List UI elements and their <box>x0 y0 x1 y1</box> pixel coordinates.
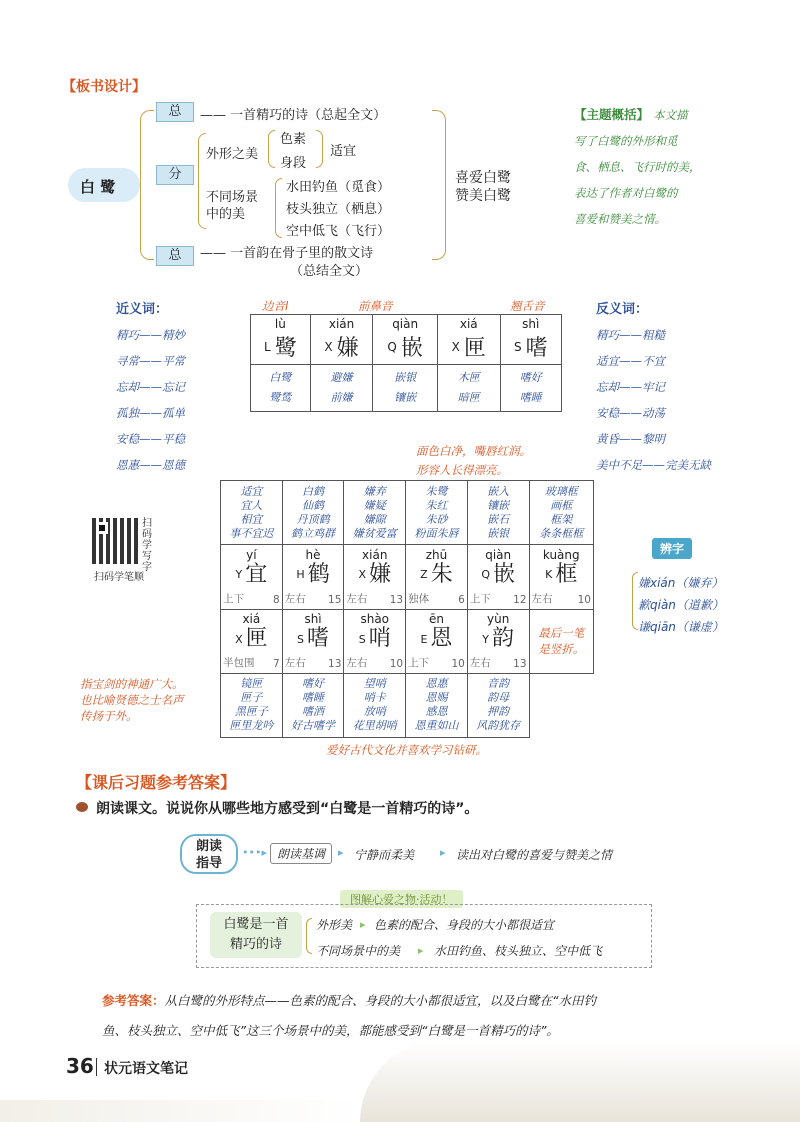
word-item: 恩惠 <box>425 677 448 691</box>
char-cell-inner <box>344 546 405 608</box>
bianzi-title: 辨字 <box>652 538 692 559</box>
vocab-words-cell <box>251 365 311 412</box>
guide-text-2: 指导 <box>195 856 222 871</box>
word-group-cell <box>221 673 283 737</box>
note-xiali-2: 也比喻贤德之士名声 <box>80 693 184 707</box>
char-cell <box>344 545 406 609</box>
char-initial: X <box>324 339 333 354</box>
cj-value: 水田钓鱼、枝头独立、空中低飞 <box>434 944 603 958</box>
word-item: 相宜 <box>240 512 263 526</box>
vocab-word: 鹭鸶 <box>269 391 292 404</box>
theme-text-1: 本文描 <box>653 108 688 122</box>
char-cell-inner <box>221 610 282 672</box>
bottom-band <box>0 1100 360 1122</box>
char-hanzi: 恩 <box>430 626 453 652</box>
synonyms-item: 恩惠——恩德 <box>116 458 185 472</box>
vocab-word: 前嫌 <box>330 391 353 404</box>
reference-label: 参考答案： <box>102 993 165 1008</box>
char-row <box>283 626 344 652</box>
stroke-count: 10 <box>577 593 591 606</box>
char-pinyin: xiá <box>242 612 261 627</box>
theme-line-1 <box>574 102 754 128</box>
word-item: 押韵 <box>487 705 510 719</box>
cj-arrow-icon: ▸ <box>418 944 424 957</box>
char-row <box>221 626 282 652</box>
antonyms-item: 忘却——牢记 <box>596 380 665 394</box>
theme-block <box>574 102 754 232</box>
note-bianyin: 边音l <box>262 299 289 313</box>
char-cell-inner <box>530 546 593 608</box>
char-initial: S <box>297 632 305 646</box>
poem-text-2: 精巧的诗 <box>229 937 282 952</box>
wx-arrow-icon: ▸ <box>360 918 366 931</box>
word-item: 匣里龙吟 <box>229 719 274 733</box>
board-design-header: 【板书设计】 <box>62 79 146 95</box>
char-initial: S <box>513 339 522 354</box>
word-group-cell <box>344 481 406 545</box>
arrow-icon-2: ▸ <box>440 846 446 859</box>
word-group-cell <box>282 481 344 545</box>
waixing-label: 外形之美 <box>206 147 259 162</box>
word-item: 哨卡 <box>363 691 386 705</box>
char-pinyin: lù <box>274 317 286 331</box>
word-group-cell <box>344 673 406 737</box>
word-item: 朱红 <box>425 498 448 512</box>
bianzi-list <box>638 572 724 638</box>
char-cell-inner <box>283 546 344 608</box>
structure-label: 左右 <box>284 657 306 670</box>
char-row <box>251 331 310 362</box>
synonyms-item: 精巧——精妙 <box>116 328 185 342</box>
stroke-count: 6 <box>458 593 465 606</box>
char-hanzi: 哨 <box>368 626 391 652</box>
char-cell <box>221 545 283 609</box>
theme-text-5: 喜爱和赞美之情。 <box>574 212 666 226</box>
summary-line: —— 一首韵在骨子里的散文诗 <box>200 246 374 261</box>
char-hanzi: 匣 <box>245 626 268 652</box>
char-row <box>501 331 561 362</box>
theme-text-3: 食、栖息、飞行时的美， <box>574 160 701 174</box>
char-pinyin: qiàn <box>392 317 419 331</box>
antonyms-item: 精巧——粗糙 <box>596 328 665 342</box>
right-text-2: 赞美白鹭 <box>455 188 511 204</box>
guide-text-1: 朗读 <box>195 839 222 854</box>
word-item: 嫌疑 <box>363 498 386 512</box>
char-row <box>438 331 500 362</box>
tone-value: 宁静而柔美 <box>354 848 415 862</box>
scene-3: 空中低飞（飞行） <box>286 224 391 239</box>
char-hanzi: 嗜 <box>307 626 330 652</box>
word-group-cell <box>467 673 529 737</box>
note-xingrong: 形容人长得漂亮。 <box>416 463 508 477</box>
scene-1: 水田钓鱼（觅食） <box>286 180 391 195</box>
char-pinyin: yí <box>246 547 257 562</box>
word-item: 望哨 <box>363 677 386 691</box>
word-item: 适宜 <box>240 484 263 498</box>
vocab-word: 木匣 <box>457 371 480 384</box>
char-initial: K <box>545 568 553 582</box>
char-initial: Q <box>481 568 490 582</box>
word-group-cell <box>406 673 468 737</box>
theme-label: 【主题概括】 <box>574 107 650 122</box>
word-item: 朱鹭 <box>425 484 448 498</box>
char-pinyin: hè <box>305 547 321 562</box>
char-row <box>373 331 437 362</box>
right-brace <box>432 110 446 260</box>
char-initial: Y <box>235 568 243 582</box>
vocab-word: 白鹭 <box>269 371 292 384</box>
note-haogu: 爱好古代文化并喜欢学习钻研。 <box>326 743 487 757</box>
char-cell-inner <box>406 546 467 608</box>
vocab-word: 嗜睡 <box>519 391 542 404</box>
char-row <box>344 626 405 652</box>
word-item: 嗜睡 <box>302 691 325 705</box>
antonym-list <box>596 322 711 478</box>
word-group-cell <box>282 673 344 737</box>
vocab-words-cell <box>373 365 438 412</box>
word-item: 鹤立鸡群 <box>291 526 336 540</box>
char-cell <box>221 609 283 673</box>
vocab-char-cell <box>373 315 438 365</box>
synonym-list <box>116 322 185 478</box>
center-title: 白 鹭 <box>80 178 116 196</box>
cj-label: 不同场景中的美 <box>316 944 401 958</box>
stroke-count: 10 <box>451 658 465 671</box>
char-row <box>468 562 529 588</box>
word-group-cell <box>406 481 468 545</box>
word-item: 好古嗜学 <box>291 719 336 733</box>
char-row <box>344 562 405 588</box>
structure-label: 上下 <box>469 592 491 605</box>
last-stroke-note: 最后一笔 <box>538 626 585 641</box>
waixing-brace-right <box>316 130 323 168</box>
char-row <box>468 626 529 652</box>
note-qiaoshe: 翘舌音 <box>510 299 545 313</box>
word-item: 匣子 <box>240 691 263 705</box>
stroke-count: 15 <box>328 593 342 606</box>
word-item: 恩重如山 <box>414 719 459 733</box>
note-xiali-1: 指宝剑的神通广大。 <box>80 677 184 691</box>
word-item: 韵母 <box>487 691 510 705</box>
wx-value: 色素的配合、身段的大小都很适宜 <box>374 918 555 932</box>
bianzi-item-2: 歉qiàn（道歉） <box>638 598 724 612</box>
synonyms-item: 忘却——忘记 <box>116 380 185 394</box>
structure-label: 左右 <box>531 592 553 605</box>
waixing-brace <box>268 130 275 168</box>
butong-label-2: 中的美 <box>206 207 246 222</box>
summary-sub: （总结全文） <box>290 264 369 279</box>
book-title: 状元语文笔记 <box>104 1061 188 1077</box>
node-fen: 分 <box>156 165 194 185</box>
guide-badge <box>180 834 238 874</box>
word-item: 宜人 <box>240 498 263 512</box>
word-item: 放哨 <box>363 705 386 719</box>
char-hanzi: 韵 <box>492 626 515 652</box>
char-row <box>406 626 467 652</box>
vocab-words-cell <box>310 365 373 412</box>
char-cell <box>406 545 468 609</box>
page-number: 36 <box>66 1054 94 1078</box>
word-item: 嫌弃 <box>363 484 386 498</box>
note-mianse: 面色白净，嘴唇红润。 <box>416 444 531 458</box>
main-brace <box>140 110 154 260</box>
summary-text: 一首韵在骨子里的散文诗 <box>230 246 374 261</box>
word-item: 事不宜迟 <box>229 526 274 540</box>
word-item: 嫌贫爱富 <box>352 526 397 540</box>
char-cell-inner <box>221 546 282 608</box>
word-item: 嗜酒 <box>302 705 325 719</box>
stroke-count: 13 <box>513 658 527 671</box>
word-group-cell <box>221 481 283 545</box>
char-hanzi: 嵌 <box>400 336 423 361</box>
poem-brace <box>306 918 312 954</box>
char-cell <box>529 609 593 673</box>
stroke-count: 7 <box>273 658 280 671</box>
char-hanzi: 鹭 <box>274 336 297 361</box>
char-pinyin: shì <box>522 317 540 331</box>
theme-text-4: 表达了作者对白鹭的 <box>574 186 678 200</box>
word-item: 嵌石 <box>487 512 510 526</box>
stroke-count: 8 <box>273 593 280 606</box>
synonyms-item: 安稳——平稳 <box>116 432 185 446</box>
char-initial: Y <box>482 632 490 646</box>
stroke-count: 12 <box>513 593 527 606</box>
node-zong-bottom: 总 <box>156 246 194 266</box>
structure-label: 左右 <box>469 657 491 670</box>
char-hanzi: 匣 <box>463 336 486 361</box>
char-hanzi: 嫌 <box>369 561 392 587</box>
vocab-words-cell <box>438 365 501 412</box>
char-initial: X <box>451 339 460 354</box>
ink-landscape <box>360 1040 800 1122</box>
vocab-word: 镶嵌 <box>394 391 417 404</box>
word-item: 花里胡哨 <box>352 719 397 733</box>
structure-label: 左右 <box>284 592 306 605</box>
char-cell-inner <box>406 610 467 672</box>
vocab-word: 嗜好 <box>519 371 542 384</box>
note-xiali-3: 传扬于外。 <box>80 709 138 723</box>
structure-label: 上下 <box>408 657 430 670</box>
char-initial: E <box>420 632 428 646</box>
scene-brace <box>275 178 282 238</box>
word-item: 感恩 <box>425 705 448 719</box>
char-pinyin: zhū <box>425 547 448 562</box>
char-cell-inner <box>468 610 529 672</box>
synonyms-item: 孤独——孤单 <box>116 406 185 420</box>
answers-header: 【课后习题参考答案】 <box>76 773 237 792</box>
vocab-char-cell <box>500 315 561 365</box>
char-hanzi: 嫌 <box>336 336 359 361</box>
vocab-char-cell <box>310 315 373 365</box>
word-item: 朱砂 <box>425 512 448 526</box>
char-initial: Z <box>420 568 428 582</box>
char-row <box>221 562 282 588</box>
vocab-word: 嵌银 <box>394 371 417 384</box>
tone-result: 读出对白鹭的喜爱与赞美之情 <box>456 848 613 862</box>
word-item: 嗜好 <box>302 677 325 691</box>
vocab-table <box>250 314 562 412</box>
char-hanzi: 朱 <box>430 561 453 587</box>
char-initial: Q <box>387 339 397 354</box>
word-item: 黑匣子 <box>234 705 268 719</box>
structure-label: 左右 <box>346 592 368 605</box>
antonyms-item: 美中不足——完美无缺 <box>596 458 711 472</box>
char-pinyin: shào <box>360 612 390 627</box>
word-item: 恩赐 <box>425 691 448 705</box>
reference-answer <box>102 986 742 1046</box>
char-initial: X <box>235 632 243 646</box>
last-stroke-note: 是竖折。 <box>538 642 585 657</box>
word-group-cell <box>467 481 529 545</box>
dots-icon: •••▸ <box>242 846 267 859</box>
footer-divider <box>96 1058 97 1076</box>
char-hanzi: 嗜 <box>525 336 548 361</box>
vocab-char-cell <box>251 315 311 365</box>
intro-line: —— 一首精巧的诗（总起全文） <box>200 108 387 123</box>
char-row <box>406 562 467 588</box>
right-text-1: 喜爱白鹭 <box>455 170 511 186</box>
word-item: 玻璃框 <box>544 484 578 498</box>
theme-text-2: 写了白鹭的外形和觅 <box>574 134 678 148</box>
bullet-icon <box>76 802 88 812</box>
char-hanzi: 宜 <box>245 561 268 587</box>
tone-label: 朗读基调 <box>270 843 332 864</box>
char-pinyin: xián <box>328 317 355 331</box>
char-cell-inner <box>468 546 529 608</box>
reference-line-1 <box>102 986 742 1016</box>
note-qianbiyin: 前鼻音 <box>358 299 393 313</box>
char-pinyin: qiàn <box>485 547 512 562</box>
char-hanzi: 鹤 <box>307 561 330 587</box>
char-cell <box>282 545 344 609</box>
shiyi-text: 适宜 <box>330 144 357 159</box>
structure-label: 上下 <box>223 592 244 605</box>
antonyms-item: 黄昏——黎明 <box>596 432 665 446</box>
word-item: 嫌隙 <box>363 512 386 526</box>
char-cell <box>282 609 344 673</box>
poem-text-1: 白鹭是一首 <box>223 917 289 932</box>
char-pinyin: ēn <box>428 612 444 627</box>
char-row <box>283 562 344 588</box>
intro-text: 一首精巧的诗（总起全文） <box>230 108 387 123</box>
char-cell <box>406 609 468 673</box>
shenduan-text: 身段 <box>280 156 307 171</box>
char-cell <box>467 609 529 673</box>
structure-label: 独体 <box>408 592 430 605</box>
scene-2: 枝头独立（栖息） <box>286 202 391 217</box>
word-item: 镜匣 <box>240 677 263 691</box>
character-table <box>220 480 594 738</box>
word-item: 嵌银 <box>487 526 510 540</box>
word-item: 框架 <box>550 512 573 526</box>
poem-node <box>210 912 302 958</box>
char-pinyin: xián <box>362 547 388 562</box>
reference-text-1: 从白鹭的外形特点——色素的配合、身段的大小都很适宜，以及白鹭在“水田钓 <box>164 993 596 1008</box>
stroke-count: 13 <box>328 658 342 671</box>
char-cell <box>344 609 406 673</box>
vocab-words-cell <box>500 365 561 412</box>
activity-tag: 图解心爱之物·活动！ <box>340 890 463 908</box>
char-hanzi: 嵌 <box>492 561 515 587</box>
vocab-char-cell <box>438 315 501 365</box>
word-group-cell <box>529 481 593 545</box>
reference-text-2: 鱼、枝头独立、空中低飞”这三个场景中的美，都能感受到“白鹭是一首精巧的诗”。 <box>102 1023 559 1038</box>
stroke-count: 13 <box>389 593 404 606</box>
structure-label: 左右 <box>346 657 368 670</box>
word-item: 条条框框 <box>539 526 584 540</box>
char-pinyin: shì <box>304 612 322 627</box>
qr-text-write: 扫码学写字 <box>142 518 152 573</box>
stroke-count: 10 <box>389 658 404 671</box>
word-item: 嵌入 <box>487 484 510 498</box>
structure-label: 半包围 <box>223 657 255 670</box>
char-initial: H <box>296 568 305 582</box>
bianzi-item-1: 嫌xián（嫌弃） <box>638 576 724 590</box>
word-item: 粉面朱唇 <box>414 526 459 540</box>
char-initial: S <box>358 632 366 646</box>
word-item: 丹顶鹤 <box>296 512 330 526</box>
char-hanzi: 框 <box>555 561 578 587</box>
antonyms-item: 安稳——动荡 <box>596 406 665 420</box>
sesu-text: 色素 <box>280 132 307 147</box>
char-cell <box>529 545 593 609</box>
char-pinyin: xiá <box>459 317 478 331</box>
word-item: 仙鹤 <box>302 498 325 512</box>
char-row <box>530 562 593 588</box>
wx-label: 外形美 <box>316 918 353 932</box>
qr-finder <box>96 522 108 534</box>
word-item: 风韵犹存 <box>476 719 521 733</box>
char-cell-inner <box>344 610 405 672</box>
char-initial: L <box>264 339 271 354</box>
arrow-icon-1: ▸ <box>338 846 344 859</box>
char-pinyin: yùn <box>487 612 510 627</box>
word-item: 白鹤 <box>302 484 325 498</box>
char-row <box>311 331 373 362</box>
word-group-cell <box>529 673 593 737</box>
char-initial: X <box>358 568 367 582</box>
vocab-word: 避嫌 <box>330 371 353 384</box>
synonym-title: 近义词： <box>116 302 169 317</box>
note-xiali <box>80 676 184 724</box>
antonyms-item: 适宜——不宜 <box>596 354 665 368</box>
vocab-word: 暗匣 <box>457 391 480 404</box>
butong-label: 不同场景 <box>206 190 259 205</box>
word-item: 音韵 <box>487 677 510 691</box>
synonyms-item: 寻常——平常 <box>116 354 185 368</box>
qr-text-order: 扫码学笔顺 <box>94 572 144 583</box>
question-text: 朗读课文。说说你从哪些地方感受到“白鹭是一首精巧的诗”。 <box>96 801 479 817</box>
char-cell <box>467 545 529 609</box>
node-zong-top: 总 <box>156 102 194 122</box>
char-pinyin: kuàng <box>542 547 580 562</box>
antonym-title: 反义词： <box>596 302 649 317</box>
word-item: 画框 <box>550 498 573 512</box>
fen-brace <box>198 133 206 229</box>
word-item: 镶嵌 <box>487 498 510 512</box>
bianzi-item-3: 谦qiān（谦虚） <box>638 620 724 634</box>
char-cell-inner <box>283 610 344 672</box>
